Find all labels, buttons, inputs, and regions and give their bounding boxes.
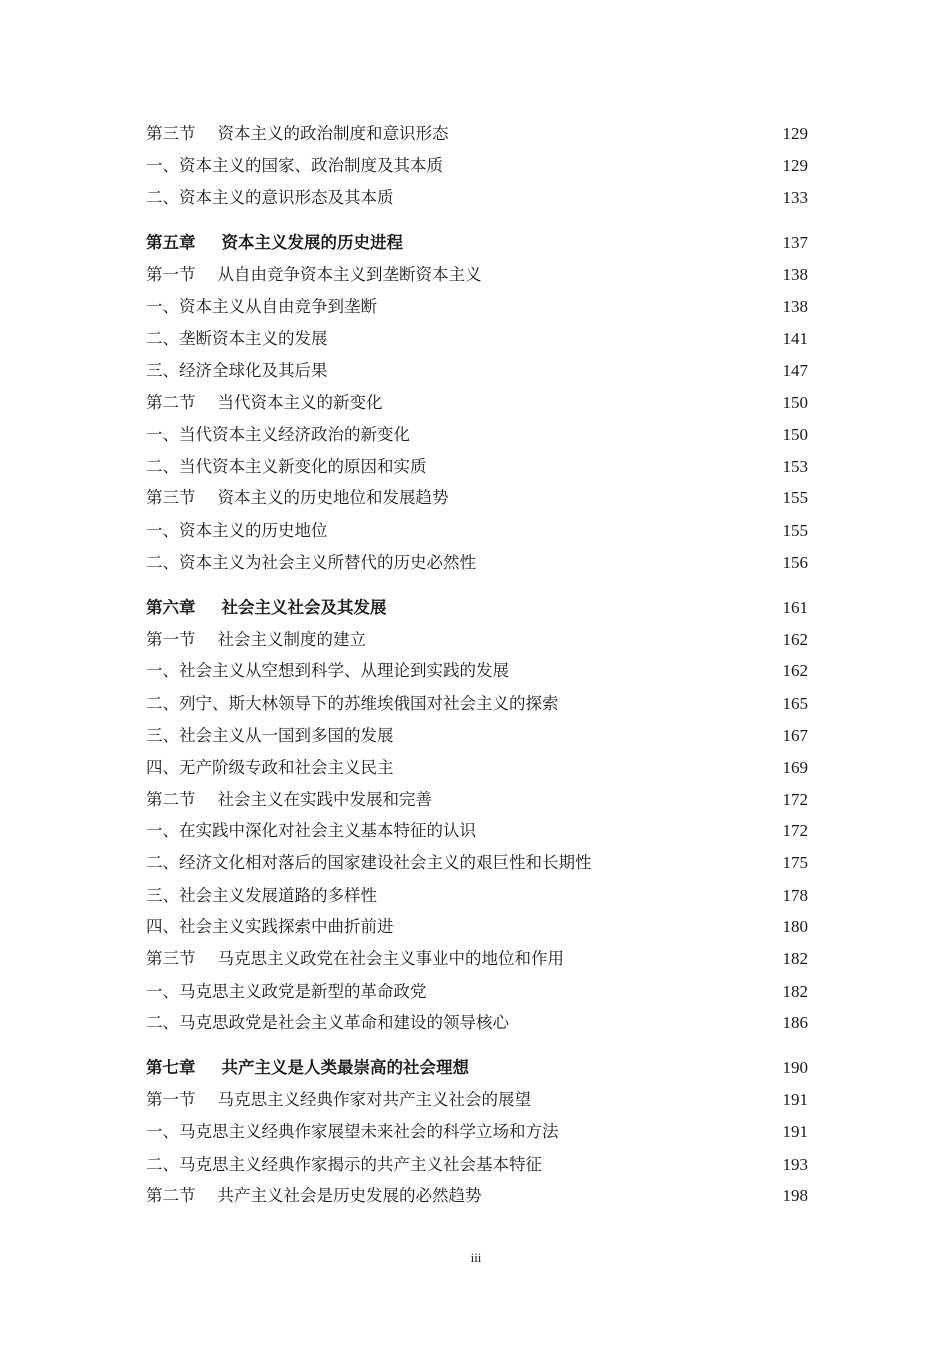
page-number: iii bbox=[470, 1250, 482, 1265]
entry-label: 第一节 bbox=[146, 1090, 196, 1109]
entry-title-text: 马克思主义政党在社会主义事业中的地位和作用 bbox=[217, 949, 564, 968]
toc-item-entry[interactable] bbox=[146, 723, 808, 749]
entry-title-text: 资本主义的政治制度和意识形态 bbox=[217, 124, 449, 143]
dot-leader bbox=[561, 691, 779, 717]
entry-title: 一、资本主义从自由竞争到垄断 bbox=[146, 297, 377, 316]
entry-label: 第三节 bbox=[146, 488, 196, 507]
entry-title: 二、马克思主义经典作家揭示的共产主义社会基本特征 bbox=[146, 1155, 542, 1174]
entry-title: 四、社会主义实践探索中曲折前进 bbox=[146, 917, 394, 936]
dot-leader bbox=[330, 358, 779, 384]
entry-page-number: 150 bbox=[782, 425, 808, 444]
entry-title: 二、垄断资本主义的发展 bbox=[146, 329, 328, 348]
dot-leader bbox=[405, 230, 779, 256]
entry-page-number: 129 bbox=[782, 156, 808, 175]
entry-title bbox=[146, 1055, 469, 1081]
entry-page-number: 129 bbox=[782, 124, 808, 143]
dot-leader bbox=[533, 1087, 779, 1113]
entry-title: 二、经济文化相对落后的国家建设社会主义的艰巨性和长期性 bbox=[146, 853, 592, 872]
entry-page-number: 162 bbox=[782, 630, 808, 649]
entry-page-number: 138 bbox=[782, 297, 808, 316]
toc-item-entry[interactable] bbox=[146, 883, 808, 909]
entry-page-number: 198 bbox=[782, 1186, 808, 1205]
entry-page-number: 167 bbox=[782, 726, 808, 745]
dot-leader bbox=[330, 518, 779, 544]
toc-section-entry[interactable] bbox=[146, 1087, 808, 1113]
dot-leader bbox=[451, 121, 779, 147]
toc-item-entry[interactable] bbox=[146, 326, 808, 352]
toc-chapter-entry[interactable] bbox=[146, 595, 808, 621]
toc-item-entry[interactable] bbox=[146, 185, 808, 211]
dot-leader bbox=[445, 153, 779, 179]
entry-title-text: 从自由竞争资本主义到垄断资本主义 bbox=[217, 265, 482, 284]
dot-leader bbox=[561, 1119, 779, 1145]
entry-title: 一、马克思主义经典作家展望未来社会的科学立场和方法 bbox=[146, 1122, 559, 1141]
entry-page-number: 147 bbox=[782, 361, 808, 380]
entry-page-number: 180 bbox=[782, 917, 808, 936]
entry-title bbox=[146, 390, 383, 416]
entry-title bbox=[146, 121, 449, 147]
entry-page-number: 155 bbox=[782, 488, 808, 507]
entry-title bbox=[146, 946, 564, 972]
entry-title: 一、马克思主义政党是新型的革命政党 bbox=[146, 982, 427, 1001]
toc-section-entry[interactable] bbox=[146, 485, 808, 511]
dot-leader bbox=[544, 1152, 779, 1178]
entry-page-number: 190 bbox=[782, 1058, 808, 1077]
entry-title: 一、资本主义的国家、政治制度及其本质 bbox=[146, 156, 443, 175]
entry-label: 第一节 bbox=[146, 630, 196, 649]
entry-label: 第三节 bbox=[146, 124, 196, 143]
entry-label: 第二节 bbox=[146, 1186, 196, 1205]
toc-item-entry[interactable] bbox=[146, 294, 808, 320]
entry-page-number: 141 bbox=[782, 329, 808, 348]
entry-page-number: 172 bbox=[782, 790, 808, 809]
entry-label: 第六章 bbox=[146, 598, 196, 617]
dot-leader bbox=[471, 1055, 779, 1081]
entry-page-number: 175 bbox=[782, 853, 808, 872]
toc-section-entry[interactable] bbox=[146, 121, 808, 147]
entry-page-number: 137 bbox=[782, 233, 808, 252]
toc-item-entry[interactable] bbox=[146, 850, 808, 876]
toc-item-entry[interactable] bbox=[146, 914, 808, 940]
entry-page-number: 191 bbox=[782, 1090, 808, 1109]
toc-section-entry[interactable] bbox=[146, 1183, 808, 1209]
entry-title-text: 社会主义社会及其发展 bbox=[221, 598, 387, 617]
entry-title-text: 资本主义的历史地位和发展趋势 bbox=[217, 488, 449, 507]
entry-page-number: 155 bbox=[782, 521, 808, 540]
dot-leader bbox=[511, 1010, 779, 1036]
dot-leader bbox=[396, 723, 779, 749]
entry-page-number: 172 bbox=[782, 821, 808, 840]
dot-leader bbox=[594, 850, 779, 876]
entry-label: 第二节 bbox=[146, 393, 196, 412]
dot-leader bbox=[389, 595, 779, 621]
entry-title bbox=[146, 1087, 531, 1113]
entry-page-number: 153 bbox=[782, 457, 808, 476]
entry-title-text: 社会主义制度的建立 bbox=[217, 630, 366, 649]
dot-leader bbox=[379, 883, 779, 909]
entry-page-number: 169 bbox=[782, 758, 808, 777]
entry-title bbox=[146, 787, 432, 813]
toc-item-entry[interactable] bbox=[146, 1119, 808, 1145]
entry-title: 三、经济全球化及其后果 bbox=[146, 361, 328, 380]
entry-title: 二、资本主义为社会主义所替代的历史必然性 bbox=[146, 553, 476, 572]
entry-title: 二、马克思政党是社会主义革命和建设的领导核心 bbox=[146, 1013, 509, 1032]
entry-page-number: 182 bbox=[782, 982, 808, 1001]
entry-title bbox=[146, 1183, 482, 1209]
entry-label: 第三节 bbox=[146, 949, 196, 968]
toc-item-entry[interactable] bbox=[146, 422, 808, 448]
entry-title: 二、当代资本主义新变化的原因和实质 bbox=[146, 457, 427, 476]
toc-item-entry[interactable] bbox=[146, 979, 808, 1005]
entry-page-number: 156 bbox=[782, 553, 808, 572]
toc-item-entry[interactable] bbox=[146, 153, 808, 179]
entry-title-text: 当代资本主义的新变化 bbox=[217, 393, 383, 412]
dot-leader bbox=[478, 550, 779, 576]
dot-leader bbox=[385, 390, 779, 416]
entry-title bbox=[146, 627, 366, 653]
dot-leader bbox=[379, 294, 779, 320]
entry-title-text: 马克思主义经典作家对共产主义社会的展望 bbox=[217, 1090, 531, 1109]
toc-section-entry[interactable] bbox=[146, 946, 808, 972]
dot-leader bbox=[429, 979, 779, 1005]
toc-item-entry[interactable] bbox=[146, 1152, 808, 1178]
entry-label: 第七章 bbox=[146, 1058, 196, 1077]
dot-leader bbox=[412, 422, 779, 448]
entry-page-number: 161 bbox=[782, 598, 808, 617]
entry-page-number: 191 bbox=[782, 1122, 808, 1141]
toc-section-entry[interactable] bbox=[146, 627, 808, 653]
toc-section-entry[interactable] bbox=[146, 262, 808, 288]
toc-item-entry[interactable] bbox=[146, 550, 808, 576]
entry-title: 一、社会主义从空想到科学、从理论到实践的发展 bbox=[146, 661, 509, 680]
dot-leader bbox=[566, 946, 779, 972]
toc-item-entry[interactable] bbox=[146, 691, 808, 717]
dot-leader bbox=[396, 185, 779, 211]
toc-section-entry[interactable] bbox=[146, 390, 808, 416]
entry-title bbox=[146, 595, 387, 621]
toc-item-entry[interactable] bbox=[146, 518, 808, 544]
entry-label: 第一节 bbox=[146, 265, 196, 284]
entry-title bbox=[146, 485, 449, 511]
entry-title-text: 共产主义是人类最崇高的社会理想 bbox=[221, 1058, 469, 1077]
entry-page-number: 150 bbox=[782, 393, 808, 412]
entry-title-text: 共产主义社会是历史发展的必然趋势 bbox=[217, 1186, 482, 1205]
entry-title-text: 社会主义在实践中发展和完善 bbox=[217, 790, 432, 809]
toc-chapter-entry[interactable] bbox=[146, 1055, 808, 1081]
entry-page-number: 133 bbox=[782, 188, 808, 207]
entry-page-number: 182 bbox=[782, 949, 808, 968]
toc-item-entry[interactable] bbox=[146, 358, 808, 384]
entry-title: 三、社会主义发展道路的多样性 bbox=[146, 886, 377, 905]
dot-leader bbox=[484, 1183, 779, 1209]
entry-label: 第二节 bbox=[146, 790, 196, 809]
toc-item-entry[interactable] bbox=[146, 755, 808, 781]
toc-chapter-entry[interactable] bbox=[146, 230, 808, 256]
entry-page-number: 186 bbox=[782, 1013, 808, 1032]
entry-title bbox=[146, 230, 403, 256]
entry-title: 三、社会主义从一国到多国的发展 bbox=[146, 726, 394, 745]
entry-title: 二、列宁、斯大林领导下的苏维埃俄国对社会主义的探索 bbox=[146, 694, 559, 713]
dot-leader bbox=[484, 262, 779, 288]
dot-leader bbox=[429, 454, 779, 480]
dot-leader bbox=[396, 914, 779, 940]
entry-page-number: 193 bbox=[782, 1155, 808, 1174]
entry-label: 第五章 bbox=[146, 233, 196, 252]
dot-leader bbox=[511, 658, 779, 684]
entry-title: 一、当代资本主义经济政治的新变化 bbox=[146, 425, 410, 444]
entry-page-number: 165 bbox=[782, 694, 808, 713]
dot-leader bbox=[396, 755, 779, 781]
entry-title bbox=[146, 262, 482, 288]
entry-title: 一、资本主义的历史地位 bbox=[146, 521, 328, 540]
toc-item-entry[interactable] bbox=[146, 818, 808, 844]
entry-page-number: 162 bbox=[782, 661, 808, 680]
entry-title: 四、无产阶级专政和社会主义民主 bbox=[146, 758, 394, 777]
dot-leader bbox=[330, 326, 779, 352]
toc-item-entry[interactable] bbox=[146, 658, 808, 684]
dot-leader bbox=[451, 485, 779, 511]
dot-leader bbox=[368, 627, 779, 653]
entry-title: 二、资本主义的意识形态及其本质 bbox=[146, 188, 394, 207]
toc-item-entry[interactable] bbox=[146, 454, 808, 480]
toc-section-entry[interactable] bbox=[146, 787, 808, 813]
entry-title-text: 资本主义发展的历史进程 bbox=[221, 233, 403, 252]
toc-item-entry[interactable] bbox=[146, 1010, 808, 1036]
entry-title: 一、在实践中深化对社会主义基本特征的认识 bbox=[146, 821, 476, 840]
entry-page-number: 138 bbox=[782, 265, 808, 284]
entry-page-number: 178 bbox=[782, 886, 808, 905]
dot-leader bbox=[434, 787, 779, 813]
dot-leader bbox=[478, 818, 779, 844]
